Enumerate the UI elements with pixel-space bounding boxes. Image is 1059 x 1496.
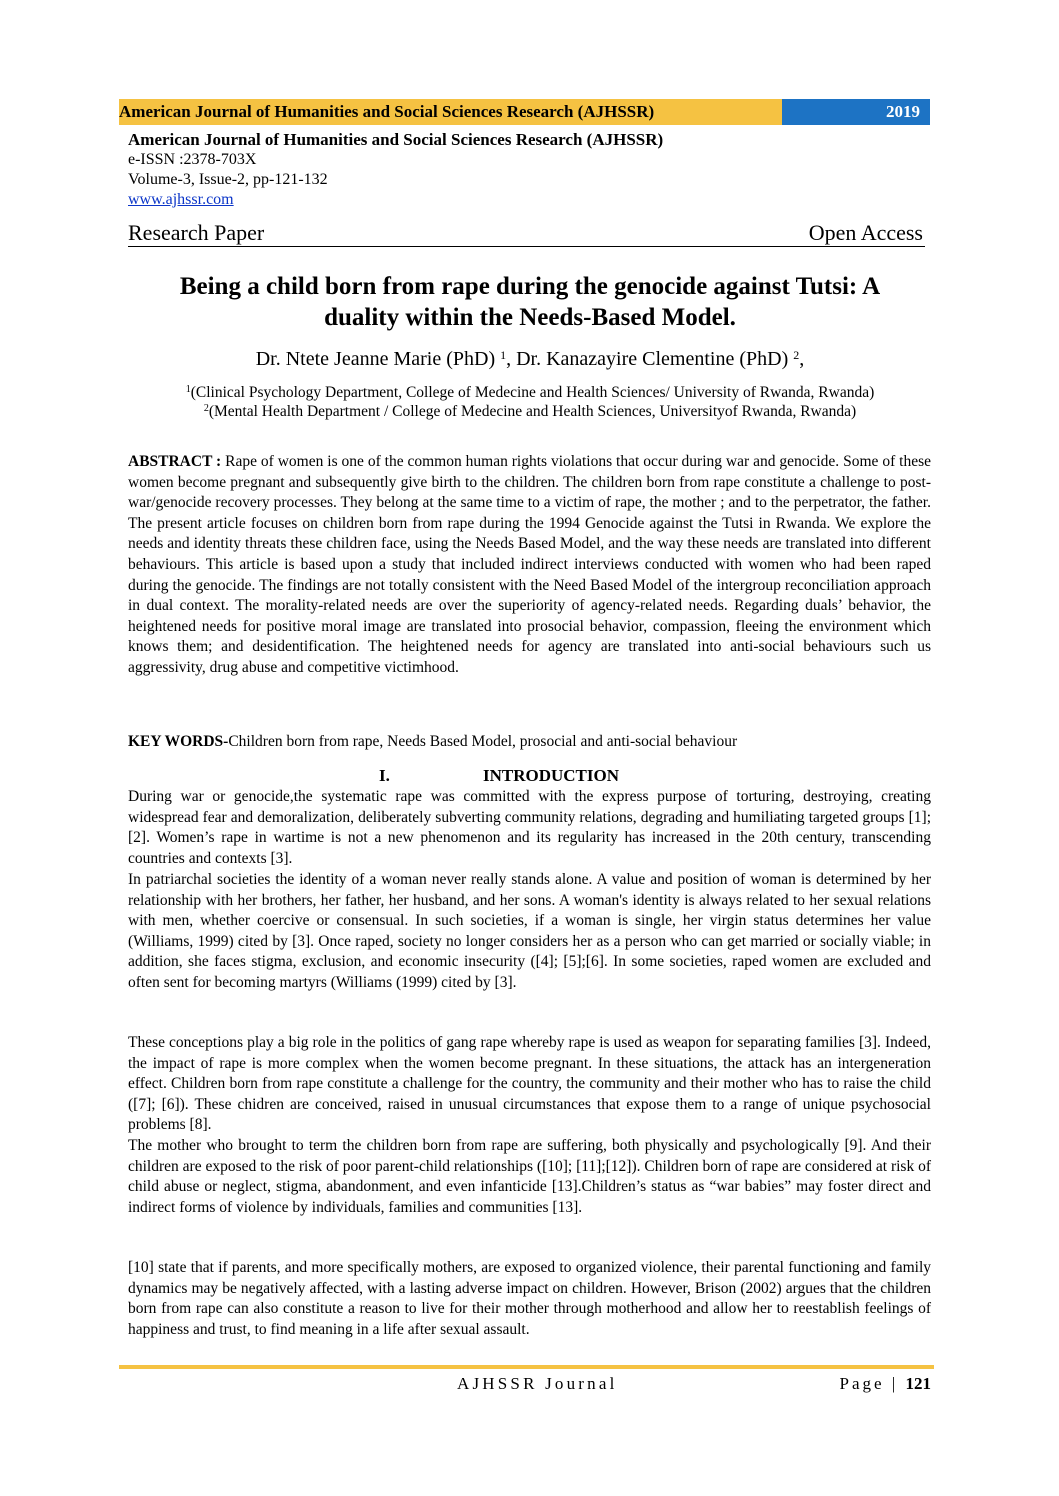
abstract-label: ABSTRACT : [128, 453, 222, 470]
paper-type-line [128, 219, 925, 247]
body-paragraph-3: These conceptions play a big role in the politics of gang rape whereby rape is used as weapon for separating families [3]. Indeed, the impact of rape is more complex when the women become pregnant. In these situations, the attack has an intergeneration effect. Children born from rape constitute a challenge for the country, the community and their mother who has to raise the child ([7]; [6]). These chidren are conceived, raised in unusual circumstances that expose them to a range of unique psychosocial problems [8]. [128, 1034, 931, 1134]
body-paragraph-5: [10] state that if parents, and more specifically mothers, are exposed to organized violence, their parental functioning and family dynamics may be negatively affected, with a lasting adverse impact on children. However, Brison (2002) argues that the children born from rape can also constitute a reason to live for their mother through motherhood and allow her to reestablish feelings of happiness and trust, to find meaning in a life after sexual assault. [128, 1259, 931, 1338]
author-1-affil-mark: 1 [500, 348, 507, 362]
abstract [128, 452, 931, 679]
running-header [119, 99, 930, 125]
journal-name: American Journal of Humanities and Social Sciences Research (AJHSSR) [128, 130, 664, 149]
affiliation-1-text: (Clinical Psychology Department, College of Medecine and Health Sciences/ University of Rwanda, Rwanda) [190, 384, 875, 401]
paper-type: Research Paper [128, 220, 265, 245]
affiliation-2 [100, 402, 960, 421]
footer-rule [119, 1365, 934, 1369]
body-paragraph-1: During war or genocide,the systematic rape was committed with the express purpose of torturing, destroying, creating widespread fear and demoralization, deliberately subverting community relations, degrading and humiliating targeted groups [1]; [2]. Women’s rape in wartime is not a new phenomenon and its regularity has increased in the 20th century, transcending countries and contexts [3]. [128, 788, 931, 867]
journal-volume: Volume-3, Issue-2, pp-121-132 [128, 171, 328, 188]
author-2: , Dr. Kanazayire Clementine (PhD) [506, 348, 794, 370]
affiliation-1-mark: 1 [185, 384, 191, 395]
journal-website-link[interactable]: www.ajhssr.com [128, 191, 234, 208]
title-line-1: Being a child born from rape during the genocide against Tutsi: A [179, 273, 881, 300]
journal-issn: e-ISSN :2378-703X [128, 151, 257, 168]
affiliation-1 [100, 383, 960, 402]
open-access-label: Open Access [808, 220, 923, 245]
footer-page-label: Page | [839, 1374, 906, 1393]
body-paragraph-2: In patriarchal societies the identity of a woman never really stands alone. A value and position of woman is determined by her relationship with her brothers, her father, her husband, and her sons. A woman's identity is always related to her sexual relations with men, whether coercive or consensual. In such societies, if a woman is single, her virgin status determines her value (Williams, 1999) cited by [3]. Once raped, society no longer considers her as a person who can get married or socially viable; in addition, she faces stigma, exclusion, and economic insecurity ([4]; [5];[6]. In some societies, raped women are excluded and often sent for becoming martyrs (Williams (1999) cited by [3]. [128, 871, 931, 991]
author-2-affil-mark: 2 [793, 348, 800, 362]
title-line-2: duality within the Needs-Based Model. [324, 304, 736, 331]
body-paragraph-4: The mother who brought to term the children born from rape are suffering, both physically and psychologically [9]. And their children are exposed to the risk of poor parent-child relationships ([10]; [11];[12]). Children born of rape are considered at risk of child abuse or neglect, stigma, abandonment, and even infanticide [13].Children’s status as “war babies” may foster direct and indirect forms of violence by individuals, families and communities [13]. [128, 1137, 932, 1216]
affiliation-2-mark: 2 [203, 403, 209, 414]
keywords-text: Children born from rape, Needs Based Model, prosocial and anti-social behaviour [228, 733, 738, 750]
section-title: INTRODUCTION [483, 766, 620, 785]
section-number: I. [379, 766, 390, 785]
affiliation-2-text: (Mental Health Department / College of Medecine and Health Sciences, Universityof Rwanda, Rwanda) [208, 403, 857, 420]
author-list-trail: , [799, 348, 805, 370]
footer-journal: AJHSSR Journal [457, 1374, 618, 1393]
footer-page-number: 121 [905, 1374, 931, 1393]
author-1: Dr. Ntete Jeanne Marie (PhD) [255, 348, 501, 370]
paper-title [100, 271, 960, 333]
footer-page [840, 1373, 931, 1395]
journal-info [128, 130, 928, 210]
keywords-label: KEY WORDS- [128, 733, 229, 750]
header-journal-name: American Journal of Humanities and Social Sciences Research (AJHSSR) [119, 99, 782, 125]
keywords [128, 732, 931, 752]
author-list [100, 348, 960, 370]
header-year: 2019 [782, 99, 930, 125]
abstract-text: Rape of women is one of the common human rights violations that occur during war and genocide. Some of these women become pregnant and subsequently give birth to the children. The children born from rape constitute a challenge to post-war/genocide recovery processes. They belong at the same time to a victim of rape, the mother ; and to the perpetrator, the father. The present article focuses on children born from rape during the 1994 Genocide against the Tutsi in Rwanda. We explore the needs and identity threats these children face, using the Needs Based Model, and the way these needs are translated into different behaviours. This article is based upon a study that included indirect interviews conducted with women who had been raped during the genocide. The findings are not totally consistent with the Need Based Model of the intergroup reconciliation approach in dual context. The morality-related needs are over the superiority of agency-related needs. Regarding duals’ behavior, the heightened needs for positive moral image are translated into prosocial behavior, compassion, fleeing the environment which knows them; and desidentification. The heightened needs for agency are translated into anti-social behaviours such us aggressivity, drug abuse and competitive victimhood. [128, 453, 931, 676]
